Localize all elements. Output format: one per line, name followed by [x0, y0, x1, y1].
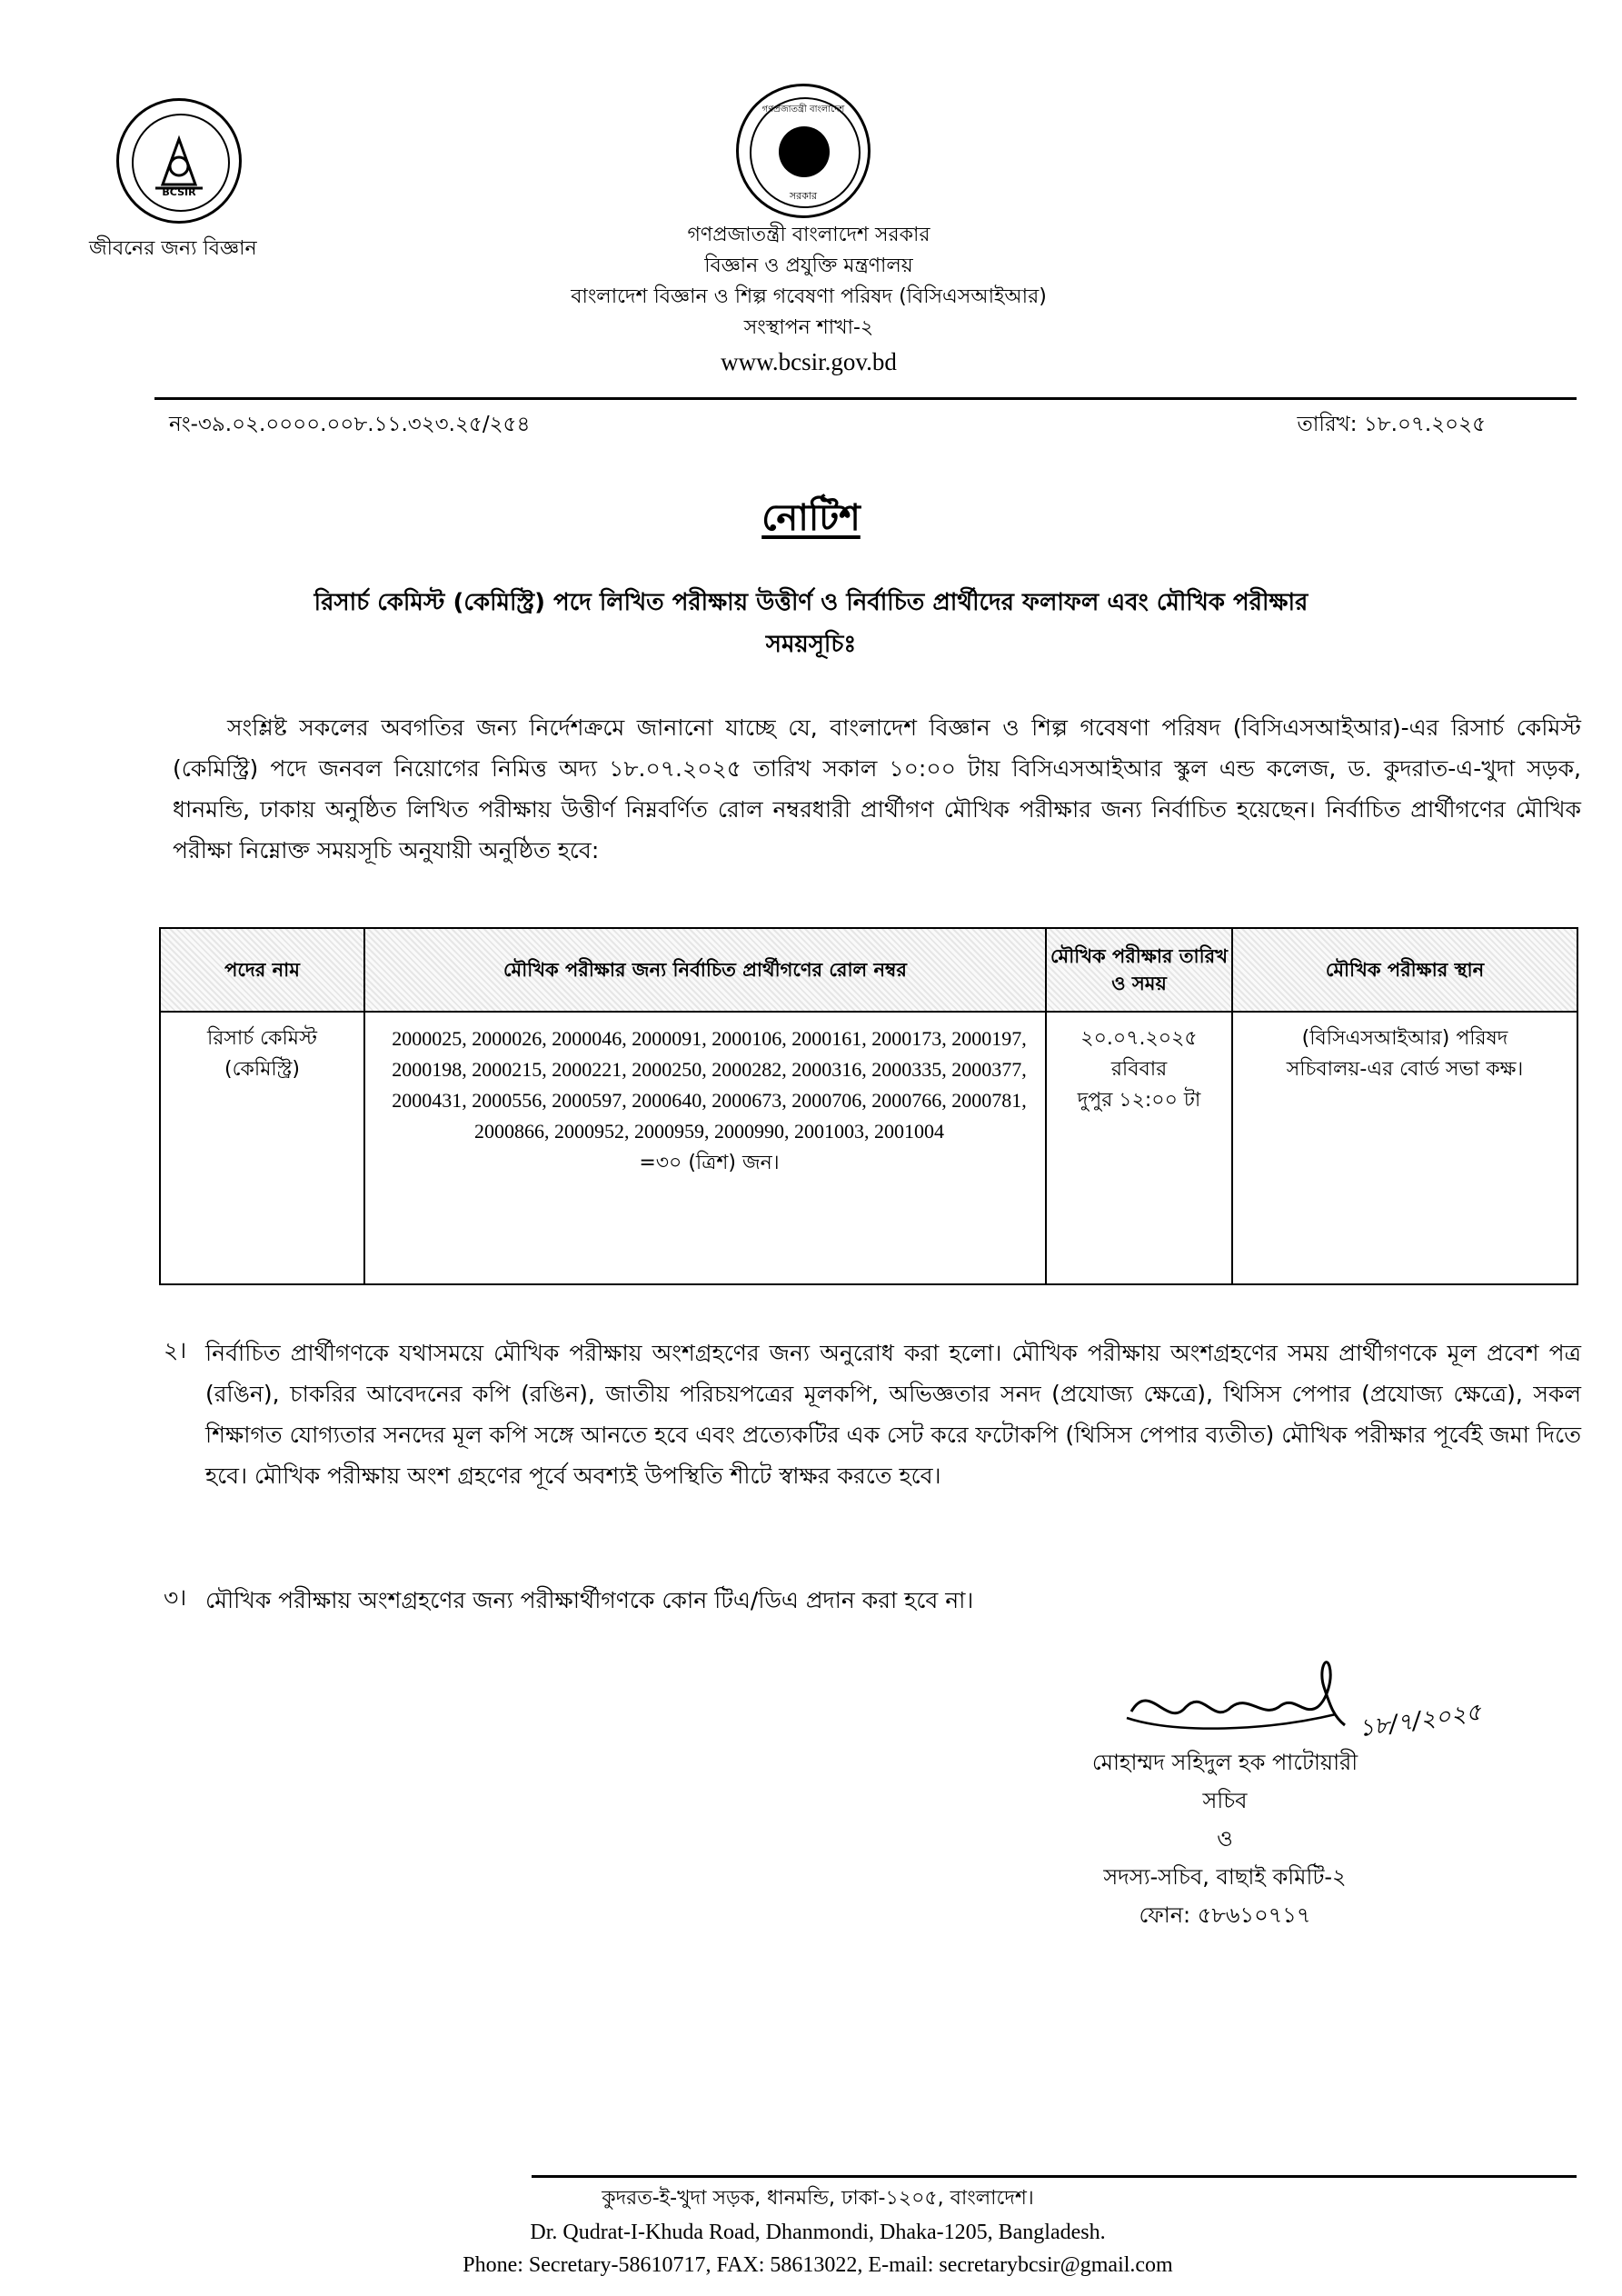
seal-top-text: গণপ্রজাতন্ত্রী বাংলাদেশ [761, 105, 845, 115]
table-header-row [160, 928, 1577, 1012]
interview-day: রবিবার [1110, 1058, 1168, 1081]
memo-number: নং-৩৯.০২.০০০০.০০৮.১১.৩২৩.২৫/২৫৪ [169, 413, 531, 436]
footer-address-bn: কুদরত-ই-খুদা সড়ক, ধানমন্ডি, ঢাকা-১২০৫, বাংলাদেশ। [602, 2187, 1034, 2210]
signatory-role: সদস্য-সচিব, বাছাই কমিটি-২ [1103, 1864, 1347, 1890]
col-header-venue: মৌখিক পরীক্ষার স্থান [1232, 928, 1577, 1012]
subject-line-1: রিসার্চ কেমিস্ট (কেমিস্ট্রি) পদে লিখিত পরীক্ষায় উত্তীর্ণ ও নির্বাচিত প্রার্থীদের ফলাফল এবং মৌখিক পরীক্ষার [313, 589, 1309, 616]
cell-post: রিসার্চ কেমিস্ট (কেমিস্ট্রি) [160, 1012, 364, 1284]
signatory-name: মোহাম্মদ সহিদুল হক পাটোয়ারী [1091, 1750, 1358, 1775]
government-seal [736, 84, 871, 218]
col-header-datetime: মৌখিক পরীক্ষার তারিখ ও সময় [1046, 928, 1232, 1012]
table-row [160, 1012, 1577, 1284]
bcsir-logo [116, 98, 242, 224]
roll-numbers: 2000025, 2000026, 2000046, 2000091, 2000106, 2000161, 2000173, 2000197, 2000198, 2000215, 2000221, 2000250, 2000282, 2000316, 2000335, 2000377, 2000431, 2000556, 2000597, 2000640, 2000673, 2000706, 2000766, 2000781, 2000866, 2000952, 2000959, 2000990, 2001003, 2001004 [392, 1027, 1027, 1143]
paragraph-2-number: ২। [164, 1337, 187, 1363]
cell-venue: (বিসিএসআইআর) পরিষদ সচিবালয়-এর বোর্ড সভা কক্ষ। [1232, 1012, 1577, 1284]
footer [273, 2181, 1363, 2281]
signature-block [980, 1743, 1470, 1934]
letterhead [418, 220, 1199, 380]
bcsir-logo-text: BCSIR [162, 186, 196, 198]
council-name: বাংলাদেশ বিজ্ঞান ও শিল্প গবেষণা পরিষদ (বিসিএসআইআর) [571, 285, 1047, 308]
paragraph-2: নির্বাচিত প্রার্থীগণকে যথাসময়ে মৌখিক পরীক্ষায় অংশগ্রহণের জন্য অনুরোধ করা হলো। মৌখিক পরীক্ষায় অংশগ্রহণের সময় প্রার্থীগণকে মূল প্রবেশ পত্র (রঙিন), চাকরির আবেদনের কপি (রঙিন), জাতীয় পরিচয়পত্রের মূলকপি, অভিজ্ঞতার সনদ (প্রযোজ্য ক্ষেত্রে), থিসিস পেপার (প্রযোজ্য ক্ষেত্রে), সকল শিক্ষাগত যোগ্যতার সনদের মূল কপি সঙ্গে আনতে হবে এবং প্রত্যেকটির এক সেট করে ফটোকপি (থিসিস পেপার ব্যতীত) মৌখিক পরীক্ষার পূর্বেই জমা দিতে হবে। মৌখিক পরীক্ষায় অংশ গ্রহণের পূর্বে অবশ্যই উপস্থিতি শীটে স্বাক্ষর করতে হবে। [205, 1340, 1581, 1489]
col-header-rolls: মৌখিক পরীক্ষার জন্য নির্বাচিত প্রার্থীগণের রোল নম্বর [364, 928, 1046, 1012]
website-link[interactable]: www.bcsir.gov.bd [721, 348, 897, 375]
branch-name: সংস্থাপন শাখা-২ [743, 316, 874, 339]
memo-date: তারিখ: ১৮.০৭.২০২৫ [1297, 413, 1486, 436]
govt-name: গণপ্রজাতন্ত্রী বাংলাদেশ সরকার [687, 224, 930, 246]
schedule-table [159, 927, 1578, 1285]
paragraph-3: মৌখিক পরীক্ষায় অংশগ্রহণের জন্য পরীক্ষার্থীগণকে কোন টিএ/ডিএ প্রদান করা হবে না। [205, 1587, 974, 1613]
roll-total: =৩০ (ত্রিশ) জন। [639, 1152, 780, 1174]
header-divider [154, 397, 1577, 400]
signatory-and: ও [1217, 1826, 1233, 1852]
notice-subject [182, 582, 1440, 665]
subject-line-2: সময়সূচিঃ [765, 631, 857, 658]
interview-time: দুপুর ১২:০০ টা [1077, 1089, 1201, 1112]
logo-caption: জীবনের জন্য বিজ্ঞান [89, 237, 257, 260]
signatory-phone: ফোন: ৫৮৬১০৭১৭ [1139, 1902, 1311, 1928]
footer-contact: Phone: Secretary-58610717, FAX: 58613022, E-mail: secretarybcsir@gmail.com [463, 2253, 1173, 2277]
notice-title: নোটিশ [761, 497, 861, 539]
footer-address-en: Dr. Qudrat-I-Khuda Road, Dhanmondi, Dhaka-1205, Bangladesh. [530, 2221, 1106, 2244]
paragraph-3-number: ৩। [164, 1584, 187, 1611]
notice-title-wrap [0, 489, 1622, 550]
seal-bottom-text: সরকার [789, 190, 818, 202]
ministry-name: বিজ্ঞান ও প্রযুক্তি মন্ত্রণালয় [704, 255, 913, 277]
col-header-post: পদের নাম [160, 928, 364, 1012]
signatory-title: সচিব [1202, 1788, 1248, 1813]
intro-paragraph: সংশ্লিষ্ট সকলের অবগতির জন্য নির্দেশক্রমে জানানো যাচ্ছে যে, বাংলাদেশ বিজ্ঞান ও শিল্প গবেষণা পরিষদ (বিসিএসআইআর)-এর রিসার্চ কেমিস্ট (কেমিস্ট্রি) পদে জনবল নিয়োগের নিমিত্ত অদ্য ১৮.০৭.২০২৫ তারিখ সকাল ১০:০০ টায় বিসিএসআইআর স্কুল এন্ড কলেজ, ড. কুদরাত-এ-খুদা সড়ক, ধানমন্ডি, ঢাকায় অনুষ্ঠিত লিখিত পরীক্ষায় উত্তীর্ণ নিম্নবর্ণিত রোল নম্বরধারী প্রার্থীগণ মৌখিক পরীক্ষার জন্য নির্বাচিত হয়েছেন। নির্বাচিত প্রার্থীগণের মৌখিক পরীক্ষা নিম্নোক্ত সময়সূচি অনুযায়ী অনুষ্ঠিত হবে: [173, 714, 1581, 863]
cell-rolls [364, 1012, 1046, 1284]
footer-divider [532, 2175, 1577, 2178]
handwritten-date: ১৮/৭/২০২৫ [1357, 1698, 1484, 1743]
cell-datetime [1046, 1012, 1232, 1284]
interview-date: ২০.০৭.২০২৫ [1080, 1027, 1198, 1050]
